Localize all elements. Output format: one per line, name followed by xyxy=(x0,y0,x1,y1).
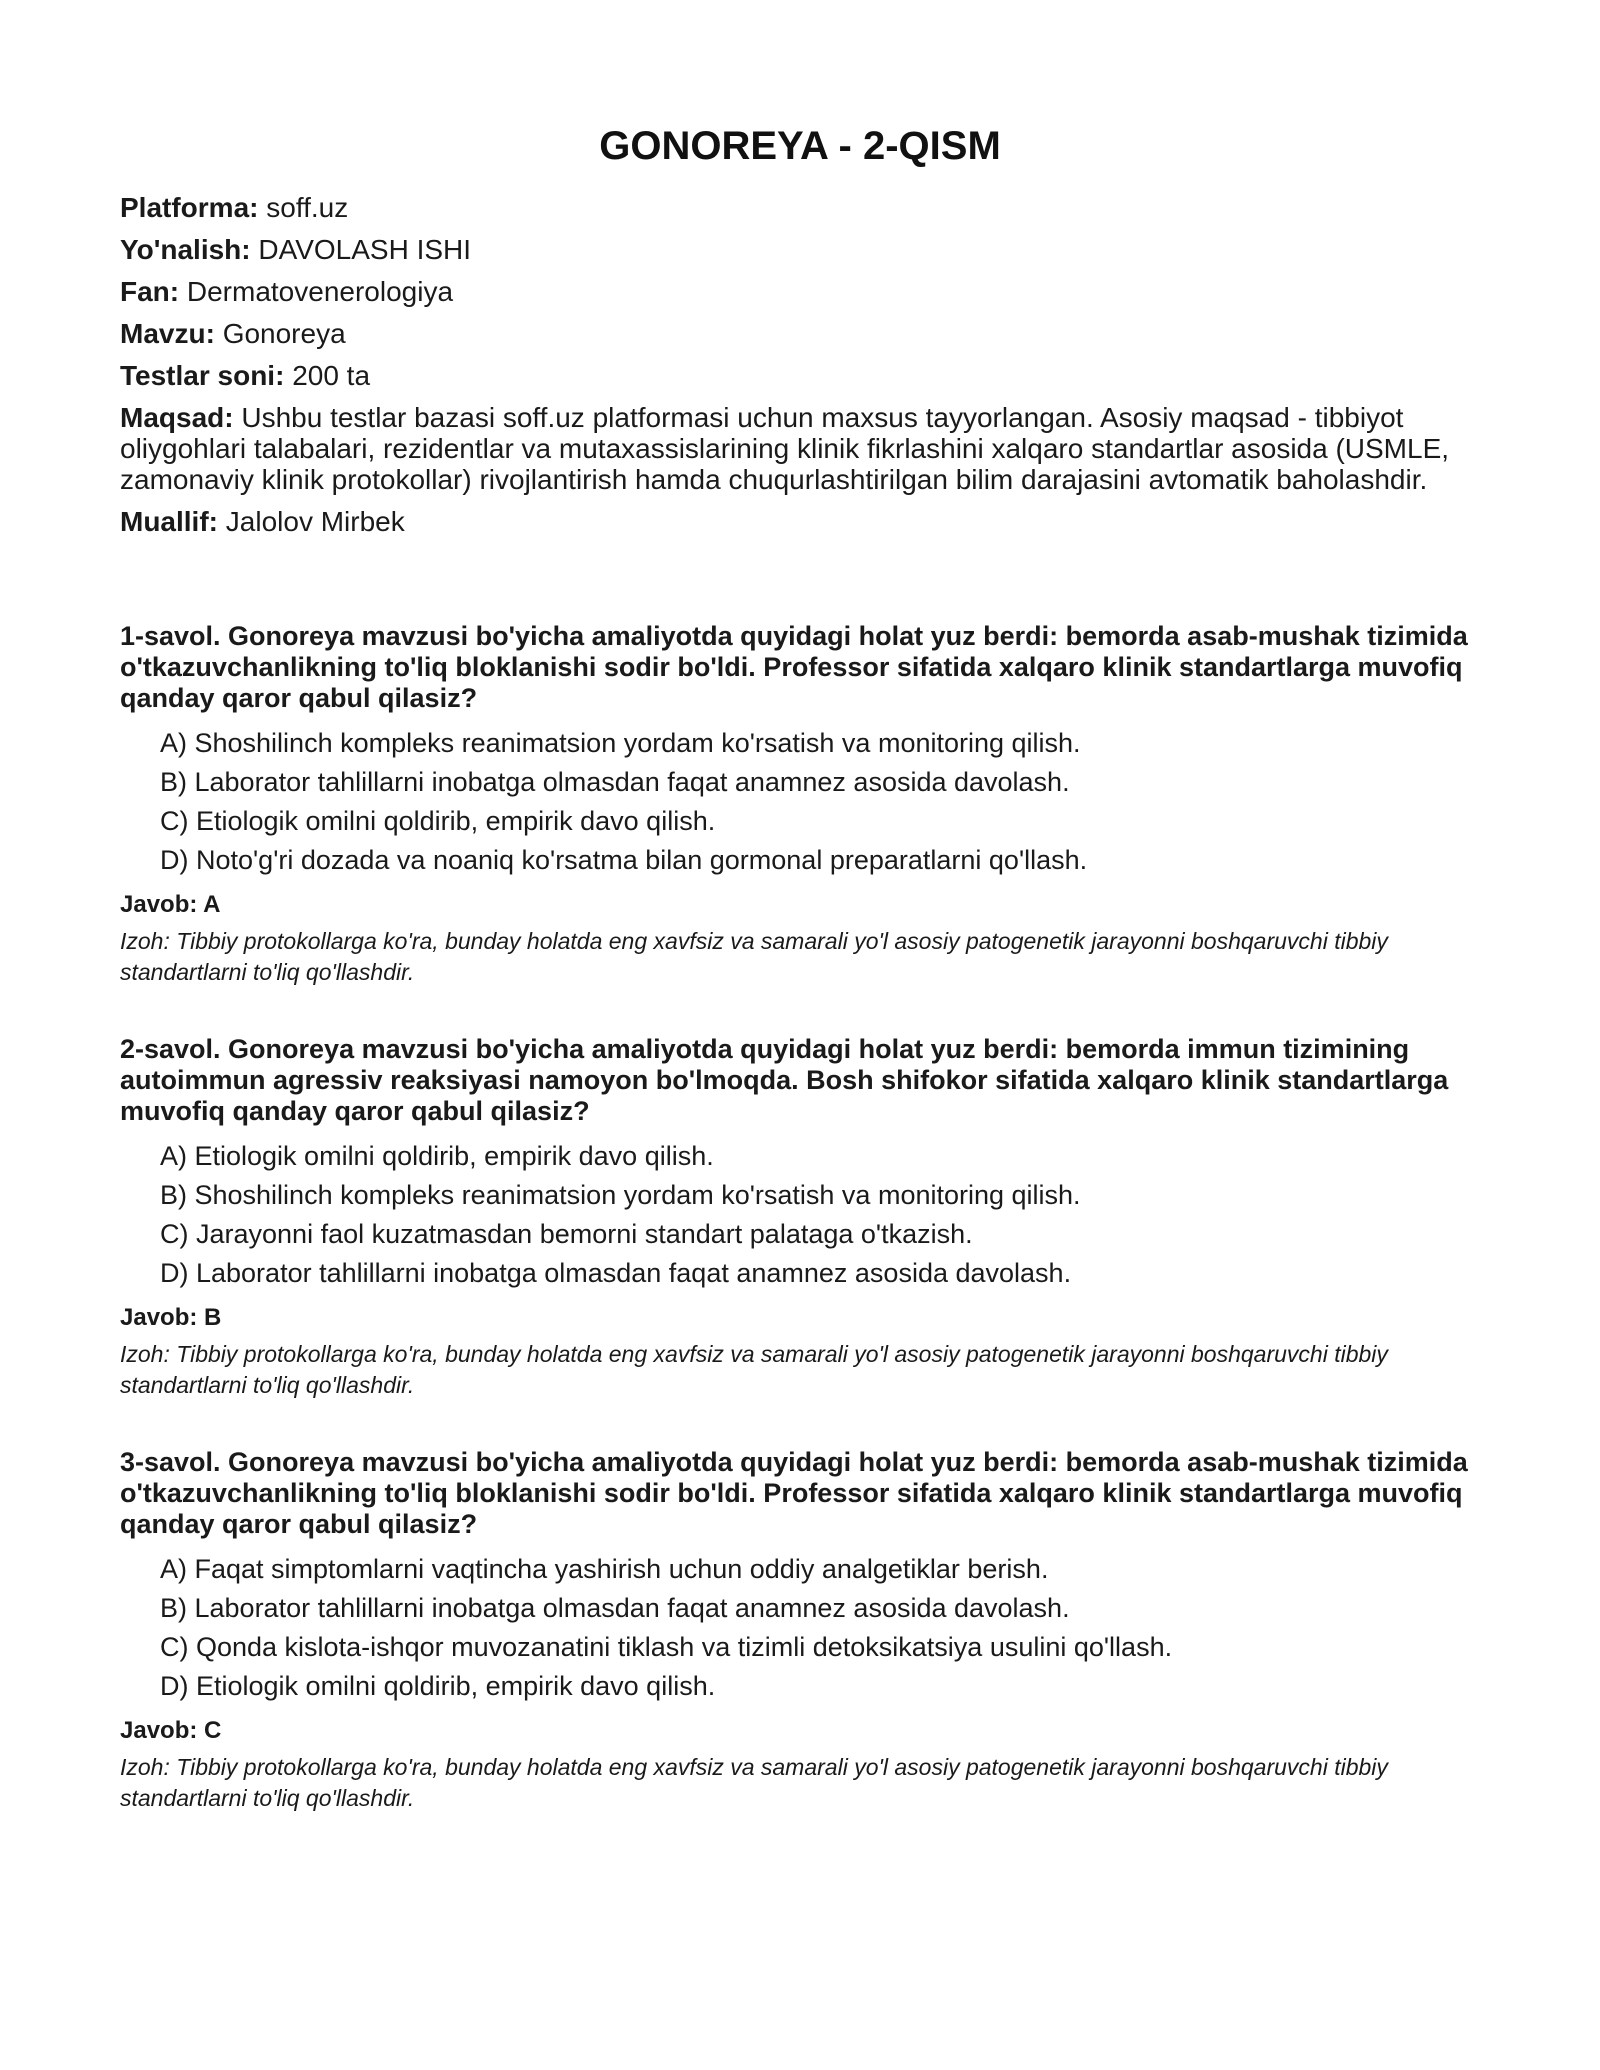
answer-explanation: Izoh: Tibbiy protokollarga ko'ra, bunday holatda eng xavfsiz va samarali yo'l asosiy patogenetik jarayonni boshqaruvchi tibbiy standartlarni to'liq qo'llashdir. xyxy=(120,928,1388,985)
meta-label: Maqsad: xyxy=(120,402,234,433)
option-d: D) Etiologik omilni qoldirib, empirik davo qilish. xyxy=(160,1671,716,1701)
option-d: D) Laborator tahlillarni inobatga olmasdan faqat anamnez asosida davolash. xyxy=(160,1258,1072,1288)
meta-value: Ushbu testlar bazasi soff.uz platformasi uchun maxsus tayyorlangan. Asosiy maqsad - tibbiyot oliygohlari talabalari, rezidentlar va mutaxassislarining klinik fikrlashini xalqaro standartlar asosida (USMLE, zamonaviy klinik protokollar) rivojlantirish hamda chuqurlashtirilgan bilim darajasini avtomatik baholashdir. xyxy=(120,402,1450,495)
option-c: C) Etiologik omilni qoldirib, empirik davo qilish. xyxy=(160,806,716,836)
option-c: C) Qonda kislota-ishqor muvozanatini tiklash va tizimli detoksikatsiya usulini qo'llash. xyxy=(160,1632,1173,1662)
correct-answer: Javob: B xyxy=(120,1304,222,1331)
meta-value: 200 ta xyxy=(292,360,371,391)
meta-test-count xyxy=(120,360,1480,391)
answer-explanation: Izoh: Tibbiy protokollarga ko'ra, bunday holatda eng xavfsiz va samarali yo'l asosiy patogenetik jarayonni boshqaruvchi tibbiy standartlarni to'liq qo'llashdir. xyxy=(120,1341,1388,1398)
option-a: A) Faqat simptomlarni vaqtincha yashirish uchun oddiy analgetiklar berish. xyxy=(160,1554,1049,1584)
meta-platform xyxy=(120,192,1480,223)
meta-subject xyxy=(120,276,1480,307)
option-b: B) Laborator tahlillarni inobatga olmasdan faqat anamnez asosida davolash. xyxy=(160,767,1070,797)
question-block xyxy=(120,1034,1480,1401)
correct-answer: Javob: A xyxy=(120,891,221,918)
meta-topic xyxy=(120,318,1480,349)
meta-purpose xyxy=(120,402,1480,495)
answer-options xyxy=(120,1550,1480,1706)
option-b: B) Laborator tahlillarni inobatga olmasdan faqat anamnez asosida davolash. xyxy=(160,1593,1070,1623)
meta-direction xyxy=(120,234,1480,265)
meta-label: Mavzu: xyxy=(120,318,215,349)
meta-label: Yo'nalish: xyxy=(120,234,251,265)
option-a: A) Shoshilinch kompleks reanimatsion yordam ko'rsatish va monitoring qilish. xyxy=(160,728,1081,758)
meta-value: Gonoreya xyxy=(222,318,346,349)
correct-answer: Javob: C xyxy=(120,1717,222,1744)
meta-value: soff.uz xyxy=(266,192,349,223)
meta-author xyxy=(120,506,1480,537)
meta-value: Dermatovenerologiya xyxy=(186,276,454,307)
question-text: 2-savol. Gonoreya mavzusi bo'yicha amaliyotda quyidagi holat yuz berdi: bemorda immun tizimining autoimmun agressiv reaksiyasi namoyon bo'lmoqda. Bosh shifokor sifatida xalqaro klinik standartlarga muvofiq qanday qaror qabul qilasiz? xyxy=(120,1034,1449,1126)
meta-value: Jalolov Mirbek xyxy=(225,506,405,537)
meta-value: DAVOLASH ISHI xyxy=(258,234,472,265)
question-block xyxy=(120,621,1480,988)
option-b: B) Shoshilinch kompleks reanimatsion yordam ko'rsatish va monitoring qilish. xyxy=(160,1180,1081,1210)
meta-label: Muallif: xyxy=(120,506,218,537)
answer-options xyxy=(120,1137,1480,1293)
meta-label: Fan: xyxy=(120,276,180,307)
answer-options xyxy=(120,724,1480,880)
question-text: 3-savol. Gonoreya mavzusi bo'yicha amaliyotda quyidagi holat yuz berdi: bemorda asab-mushak tizimida o'tkazuvchanlikning to'liq bloklanishi sodir bo'ldi. Professor sifatida xalqaro klinik standartlarga muvofiq qanday qaror qabul qilasiz? xyxy=(120,1447,1468,1539)
document-metadata xyxy=(120,192,1480,537)
option-c: C) Jarayonni faol kuzatmasdan bemorni standart palataga o'tkazish. xyxy=(160,1219,973,1249)
question-text: 1-savol. Gonoreya mavzusi bo'yicha amaliyotda quyidagi holat yuz berdi: bemorda asab-mushak tizimida o'tkazuvchanlikning to'liq bloklanishi sodir bo'ldi. Professor sifatida xalqaro klinik standartlarga muvofiq qanday qaror qabul qilasiz? xyxy=(120,621,1468,713)
option-d: D) Noto'g'ri dozada va noaniq ko'rsatma bilan gormonal preparatlarni qo'llash. xyxy=(160,845,1088,875)
option-a: A) Etiologik omilni qoldirib, empirik davo qilish. xyxy=(160,1141,714,1171)
meta-label: Testlar soni: xyxy=(120,360,285,391)
answer-explanation: Izoh: Tibbiy protokollarga ko'ra, bunday holatda eng xavfsiz va samarali yo'l asosiy patogenetik jarayonni boshqaruvchi tibbiy standartlarni to'liq qo'llashdir. xyxy=(120,1754,1388,1811)
question-block xyxy=(120,1447,1480,1814)
document-title: GONOREYA - 2-QISM xyxy=(599,124,1001,168)
question-list xyxy=(120,621,1480,1814)
meta-label: Platforma: xyxy=(120,192,259,223)
